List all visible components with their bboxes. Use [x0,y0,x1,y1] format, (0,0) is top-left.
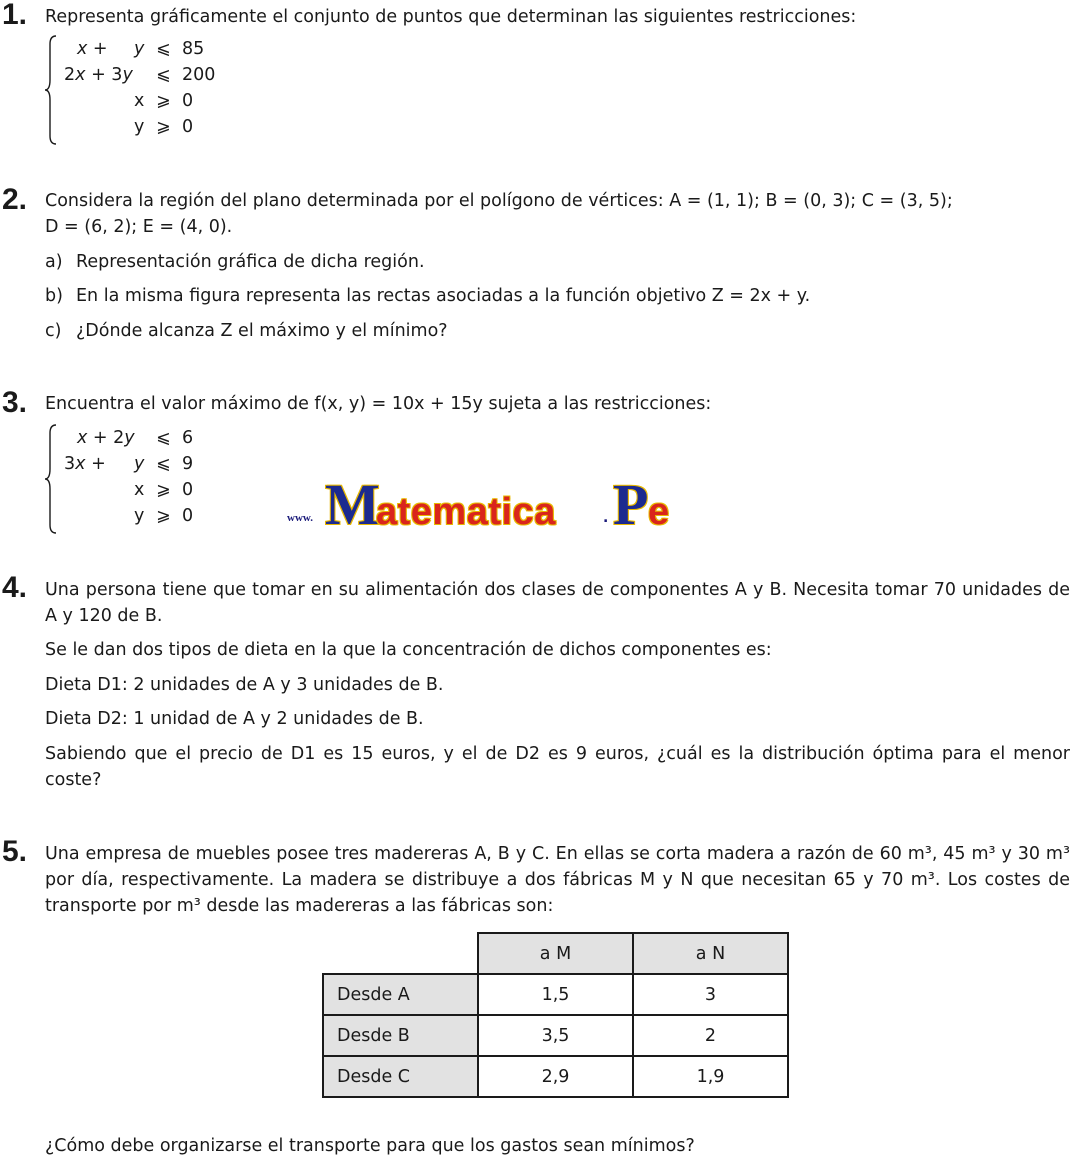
watermark-word: atematica [376,491,556,533]
problem-2-statement-line1: Considera la región del plano determinada por el polígono de vértices: A = (1, 1); B = (0, 3); C = (3, 5); [45,191,953,211]
problem-2-item: c) ¿Dónde alcanza Z el máximo y el mínimo? [45,321,448,341]
problem-4-paragraph: Dieta D2: 1 unidad de A y 2 unidades de B. [45,709,424,729]
matematica-pe-watermark [287,472,687,537]
problem-1-statement: Representa gráficamente el conjunto de puntos que determinan las siguientes restricciones: [45,7,857,27]
table-header-cell: a M [478,933,633,974]
table-row-label: Desde B [323,1015,478,1056]
watermark-www: www. [287,512,313,524]
watermark-letter-p: P [613,472,649,537]
table-row-label: Desde C [323,1056,478,1097]
table-cell: 2 [633,1015,788,1056]
table-header-cell: a N [633,933,788,974]
problem-4-paragraph: Sabiendo que el precio de D1 es 15 euros, y el de D2 es 9 euros, ¿cuál es la distribución óptima para el menor coste? [45,744,1070,790]
problem-2-item: b) En la misma figura representa las rectas asociadas a la función objetivo Z = 2x + y. [45,286,811,306]
table-row [323,1015,788,1056]
transport-cost-table [322,932,789,1098]
table-cell: 2,9 [478,1056,633,1097]
table-row [323,1056,788,1097]
table-header-row [323,933,788,974]
problem-1-number: 1. [2,0,28,31]
watermark-dot: . [603,510,609,526]
watermark-letter-m: M [325,472,380,537]
table-row [323,974,788,1015]
problem-4-paragraph: Dieta D1: 2 unidades de A y 3 unidades de B. [45,675,444,695]
watermark-suffix: e [648,491,670,533]
problem-2-number: 2. [2,183,28,216]
table-cell: 3 [633,974,788,1015]
problem-4-paragraph: Una persona tiene que tomar en su alimentación dos clases de componentes A y B. Necesita tomar 70 unidades de A y 120 de B. [45,580,1070,626]
table-cell: 3,5 [478,1015,633,1056]
table-cell: 1,5 [478,974,633,1015]
problem-3-number: 3. [2,386,28,419]
problem-2-statement-line2: D = (6, 2); E = (4, 0). [45,217,233,237]
problem-5-paragraph: Una empresa de muebles posee tres madereras A, B y C. En ellas se corta madera a razón de 60 m³, 45 m³ y 30 m³ por día, respectivamente. La madera se distribuye a dos fábricas M y N que necesitan 65 y 70 m³. Los costes de transporte por m³ desde las madereras a las fábricas son: [45,844,1070,916]
problem-5-question: ¿Cómo debe organizarse el transporte para que los gastos sean mínimos? [45,1136,695,1156]
problem-4-number: 4. [2,571,28,604]
problem-4-paragraph: Se le dan dos tipos de dieta en la que la concentración de dichos componentes es: [45,640,772,660]
problem-3-statement: Encuentra el valor máximo de f(x, y) = 10x + 15y sujeta a las restricciones: [45,394,712,414]
problem-2-item: a) Representación gráfica de dicha región. [45,252,425,272]
problem-5-number: 5. [2,835,28,868]
table-cell: 1,9 [633,1056,788,1097]
brace-icon [44,423,60,535]
table-row-label: Desde A [323,974,478,1015]
brace-icon [44,34,60,146]
